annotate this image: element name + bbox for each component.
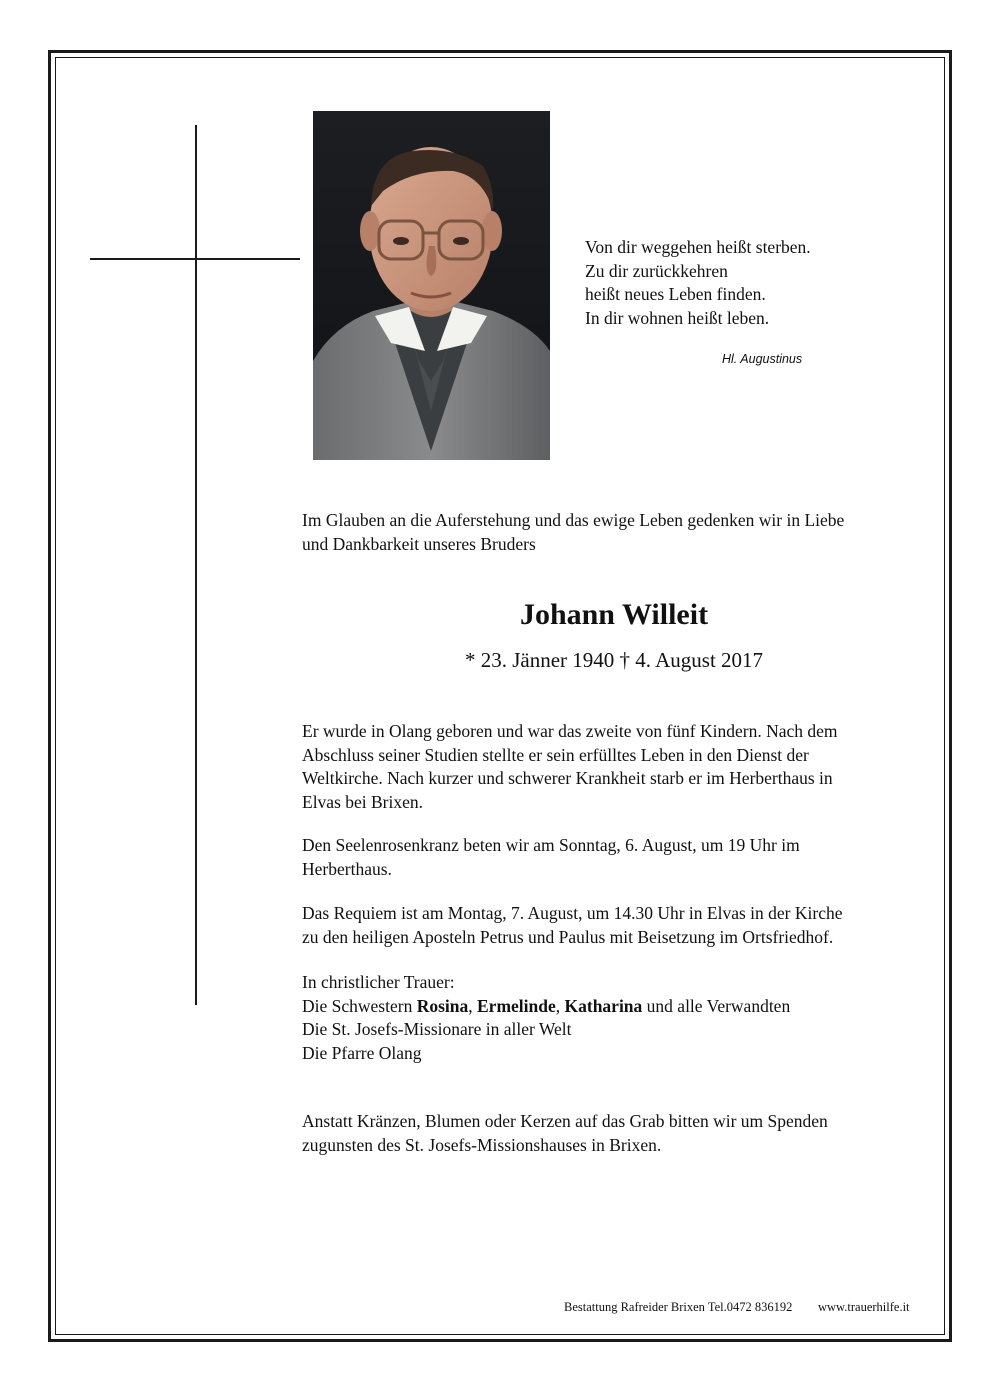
rosary-paragraph (302, 834, 922, 881)
quote-line-1: Von dir weggehen heißt sterben. (585, 237, 811, 257)
mourners-heading: In christlicher Trauer: (302, 972, 455, 992)
biography-paragraph (302, 720, 922, 814)
rosary-line-2: Herberthaus. (302, 858, 392, 879)
quote-author: Hl. Augustinus (722, 352, 803, 366)
intro-text (302, 508, 942, 556)
sisters-suffix: und alle Verwandten (642, 995, 791, 1016)
quote-line-2: Zu dir zurückkehren (585, 260, 728, 281)
footer-undertaker: Bestattung Rafreider Brixen Tel.0472 836192 (564, 1300, 793, 1314)
quote (585, 236, 915, 330)
mourners-missionaries: Die St. Josefs-Missionare in aller Welt (302, 1019, 572, 1039)
sisters-prefix: Die Schwestern (302, 995, 417, 1016)
donation-paragraph (302, 1110, 922, 1157)
biography-line-2: Abschluss seiner Studien stellte er sein erfülltes Leben in den Dienst der (302, 744, 809, 765)
deceased-name: Johann Willeit (519, 598, 709, 631)
intro-line-2: und Dankbarkeit unseres Bruders (302, 534, 536, 554)
separator-1: , (468, 995, 477, 1016)
rosary-line-1: Den Seelenrosenkranz beten wir am Sonntag, 6. August, um 19 Uhr im (302, 835, 800, 855)
separator-2: , (555, 995, 565, 1016)
cross-horizontal-bar (90, 258, 300, 260)
cross-vertical-bar (195, 125, 197, 1005)
biography-line-3: Weltkirche. Nach kurzer und schwerer Krankheit starb er im Herberthaus in (302, 768, 833, 788)
requiem-line-1: Das Requiem ist am Montag, 7. August, um 14.30 Uhr in Elvas in der Kirche (302, 903, 843, 923)
life-dates: * 23. Jänner 1940 † 4. August 2017 (464, 648, 764, 672)
requiem-line-2: zu den heiligen Aposteln Petrus und Paulus mit Beisetzung im Ortsfriedhof. (302, 926, 834, 947)
intro-line-1: Im Glauben an die Auferstehung und das ewige Leben gedenken wir in Liebe (302, 510, 845, 530)
portrait-photo (313, 111, 550, 460)
quote-line-3: heißt neues Leben finden. (585, 284, 766, 304)
sister-katharina: Katharina (564, 995, 643, 1016)
quote-line-4: In dir wohnen heißt leben. (585, 307, 770, 328)
mourners-sisters (302, 995, 922, 1019)
biography-line-1: Er wurde in Olang geboren und war das zweite von fünf Kindern. Nach dem (302, 721, 838, 741)
mourners-parish: Die Pfarre Olang (302, 1042, 422, 1063)
mourners-block (302, 971, 922, 1065)
footer-website: www.trauerhilfe.it (818, 1300, 910, 1314)
requiem-paragraph (302, 902, 922, 949)
sister-rosina: Rosina (416, 995, 469, 1016)
donation-line-2: zugunsten des St. Josefs-Missionshauses in Brixen. (302, 1134, 662, 1155)
donation-line-1: Anstatt Kränzen, Blumen oder Kerzen auf das Grab bitten wir um Spenden (302, 1111, 828, 1131)
sister-ermelinde: Ermelinde (477, 995, 556, 1016)
biography-line-4: Elvas bei Brixen. (302, 791, 424, 812)
